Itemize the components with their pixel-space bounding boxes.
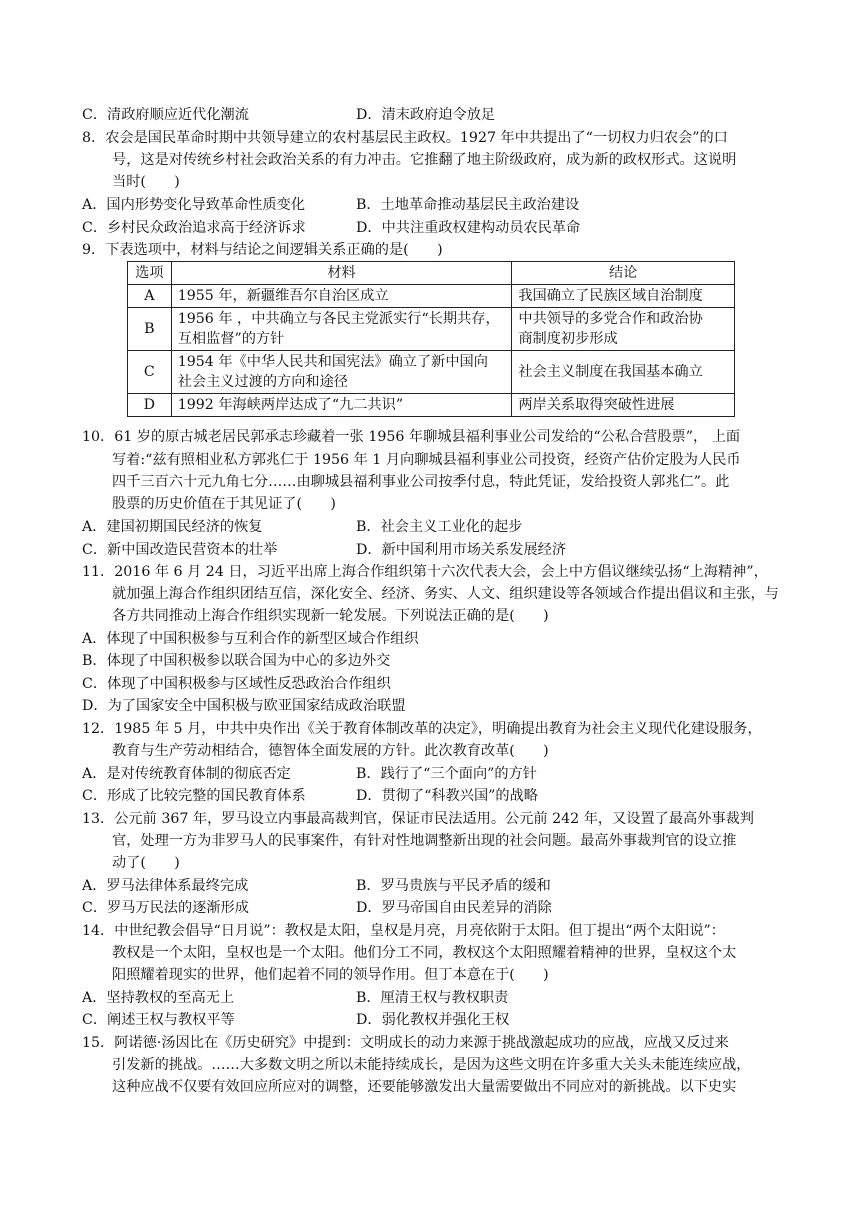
q10-stem-line-1: 10．61 岁的原古城老居民郭承志珍藏着一张 1956 年聊城县福利事业公司发给的“公私合营股票”， 上面 [82, 429, 741, 445]
row-option: A [128, 285, 172, 308]
q14-option-a: A．坚持教权的至高无上 [82, 990, 235, 1006]
conclusion-line: 社会主义制度在我国基本确立 [518, 364, 703, 380]
q10-stem-line-3: 四千三百六十元九角七分……由聊城县福利事业公司按季付息，特此凭证，发给投资人郭兆仁”。此 [112, 474, 730, 490]
q8-stem-line-3: 当时( ) [112, 174, 180, 190]
material-line: 1956 年 ，中共确立与各民主党派实行“长期共存， [177, 311, 500, 327]
q13-option-d: D．罗马帝国自由民差异的消除 [356, 900, 552, 916]
q7-option-d: D．清末政府迫令放足 [356, 107, 496, 123]
q11-stem-line-2: 就加强上海合作组织团结互信，深化安全、经济、务实、人文、组织建设等各领域合作提出倡议和主张，与 [112, 586, 779, 602]
row-conclusion [512, 308, 735, 351]
material-line: 1992 年海峡两岸达成了“九二共识” [177, 397, 404, 413]
q10-option-d: D．新中国利用市场关系发展经济 [356, 542, 567, 558]
q14-stem-line-3: 阳照耀着现实的世界，他们起着不同的领导作用。但丁本意在于( ) [112, 967, 549, 983]
table-header-row [128, 262, 735, 285]
q10-option-c: C．新中国改造民营资本的壮举 [82, 542, 278, 558]
material-line: 互相监督”的方针 [177, 331, 285, 347]
q12-stem-line-2: 教育与生产劳动相结合，德智体全面发展的方针。此次教育改革( ) [112, 743, 549, 759]
row-conclusion [512, 351, 735, 394]
material-line: 1954 年《中华人民共和国宪法》确立了新中国向 [177, 354, 488, 370]
q13-stem-line-3: 动了( ) [112, 855, 180, 871]
q15-stem-line-1: 15．阿诺德·汤因比在《历史研究》中提到：文明成长的动力来源于挑战激起成功的应战，应战又反过来 [82, 1035, 729, 1051]
q10-stem-line-4: 股票的历史价值在于其见证了( ) [112, 496, 336, 512]
row-option: B [128, 308, 172, 351]
q8-option-b: B．土地革命推动基层民主政治建设 [356, 197, 580, 213]
q12-stem-line-1: 12．1985 年 5 月，中共中央作出《关于教育体制改革的决定》，明确提出教育为社会主义现代化建设服务， [82, 721, 762, 737]
q11-option-a: A．体现了中国积极参与互利合作的新型区域合作组织 [82, 631, 419, 647]
q11-option-d: D．为了国家安全中国积极与欧亚国家结成政治联盟 [82, 698, 406, 714]
q11-stem-line-3: 各方共同推动上海合作组织实现新一轮发展。下列说法正确的是( ) [112, 608, 549, 624]
row-conclusion [512, 394, 735, 417]
q14-option-c: C．阐述王权与教权平等 [82, 1012, 235, 1028]
q10-option-b: B．社会主义工业化的起步 [356, 519, 523, 535]
q12-option-c: C．形成了比较完整的国民教育体系 [82, 788, 306, 804]
q13-stem-line-2: 官，处理一方为非罗马人的民事案件，有针对性地调整新出现的社会问题。最高外事裁判官的设立推 [112, 833, 737, 849]
q14-stem-line-2: 教权是一个太阳，皇权也是一个太阳。他们分工不同，教权这个太阳照耀着精神的世界，皇权这个太 [112, 945, 737, 961]
q13-option-a: A．罗马法律体系最终完成 [82, 878, 249, 894]
q8-option-a: A．国内形势变化导致革命性质变化 [82, 197, 306, 213]
q15-stem-line-2: 引发新的挑战。……大多数文明之所以未能持续成长，是因为这些文明在许多重大关头未能连续应战， [112, 1057, 751, 1073]
q14-option-d: D．弱化教权并强化王权 [356, 1012, 510, 1028]
q11-option-c: C．体现了中国积极参与区域性反恐政治合作组织 [82, 676, 391, 692]
conclusion-line: 中共领导的多党合作和政治协 [518, 311, 703, 327]
q7-option-c: C．清政府顺应近代化潮流 [82, 107, 249, 123]
q11-stem-line-1: 11．2016 年 6 月 24 日，习近平出席上海合作组织第十六次代表大会，会上中方倡议继续弘扬“上海精神”， [82, 564, 768, 580]
row-option: C [128, 351, 172, 394]
q10-stem-line-2: 写着:“兹有照相业私方郭兆仁于 1956 年 1 月向聊城县福利事业公司投资，经资产估价定股为人民币 [112, 452, 741, 468]
table-row [128, 351, 735, 394]
row-option: D [128, 394, 172, 417]
table-row [128, 394, 735, 417]
table-row [128, 285, 735, 308]
row-material [171, 351, 512, 394]
material-line: 社会主义过渡的方向和途径 [177, 374, 348, 390]
q14-stem-line-1: 14．中世纪教会倡导“日月说”：教权是太阳，皇权是月亮，月亮依附于太阳。但丁提出“两个太阳说”： [82, 923, 725, 939]
row-conclusion [512, 285, 735, 308]
q11-option-b: B．体现了中国积极参以联合国为中心的多边外交 [82, 653, 391, 669]
q9-table [127, 261, 735, 417]
row-material [171, 394, 512, 417]
row-material [171, 285, 512, 308]
q8-stem-line-1: 8．农会是国民革命时期中共领导建立的农村基层民主政权。1927 年中共提出了“一切权力归农会”的口 [82, 130, 728, 146]
table-row [128, 308, 735, 351]
header-option: 选项 [128, 262, 172, 285]
q13-stem-line-1: 13．公元前 367 年，罗马设立内事最高裁判官，保证市民法适用。公元前 242 年，又设置了最高外事裁判 [82, 811, 754, 827]
q13-option-b: B．罗马贵族与平民矛盾的缓和 [356, 878, 551, 894]
conclusion-line: 我国确立了民族区域自治制度 [518, 288, 703, 304]
q9-stem: 9．下表选项中，材料与结论之间逻辑关系正确的是( ) [82, 242, 443, 258]
q13-option-c: C．罗马万民法的逐渐形成 [82, 900, 249, 916]
q14-option-b: B．厘清王权与教权职责 [356, 990, 509, 1006]
q8-option-c: C．乡村民众政治追求高于经济诉求 [82, 220, 306, 236]
q15-stem-line-3: 这种应战不仅要有效回应所应对的调整，还要能够激发出大量需要做出不同应对的新挑战。以下史实 [112, 1079, 737, 1095]
conclusion-line: 商制度初步形成 [518, 331, 618, 347]
conclusion-line: 两岸关系取得突破性进展 [518, 397, 675, 413]
header-material: 材料 [171, 262, 512, 285]
material-line: 1955 年，新疆维吾尔自治区成立 [177, 288, 389, 304]
q8-option-d: D．中共注重政权建构动员农民革命 [356, 220, 581, 236]
q10-option-a: A．建国初期国民经济的恢复 [82, 519, 263, 535]
q12-option-d: D．贯彻了“科教兴国”的战略 [356, 788, 538, 804]
q12-option-b: B．践行了“三个面向”的方针 [356, 766, 537, 782]
row-material [171, 308, 512, 351]
header-conclusion: 结论 [512, 262, 735, 285]
q8-stem-line-2: 号，这是对传统乡村社会政治关系的有力冲击。它推翻了地主阶级政府，成为新的政权形式。这说明 [112, 152, 737, 168]
q12-option-a: A．是对传统教育体制的彻底否定 [82, 766, 291, 782]
